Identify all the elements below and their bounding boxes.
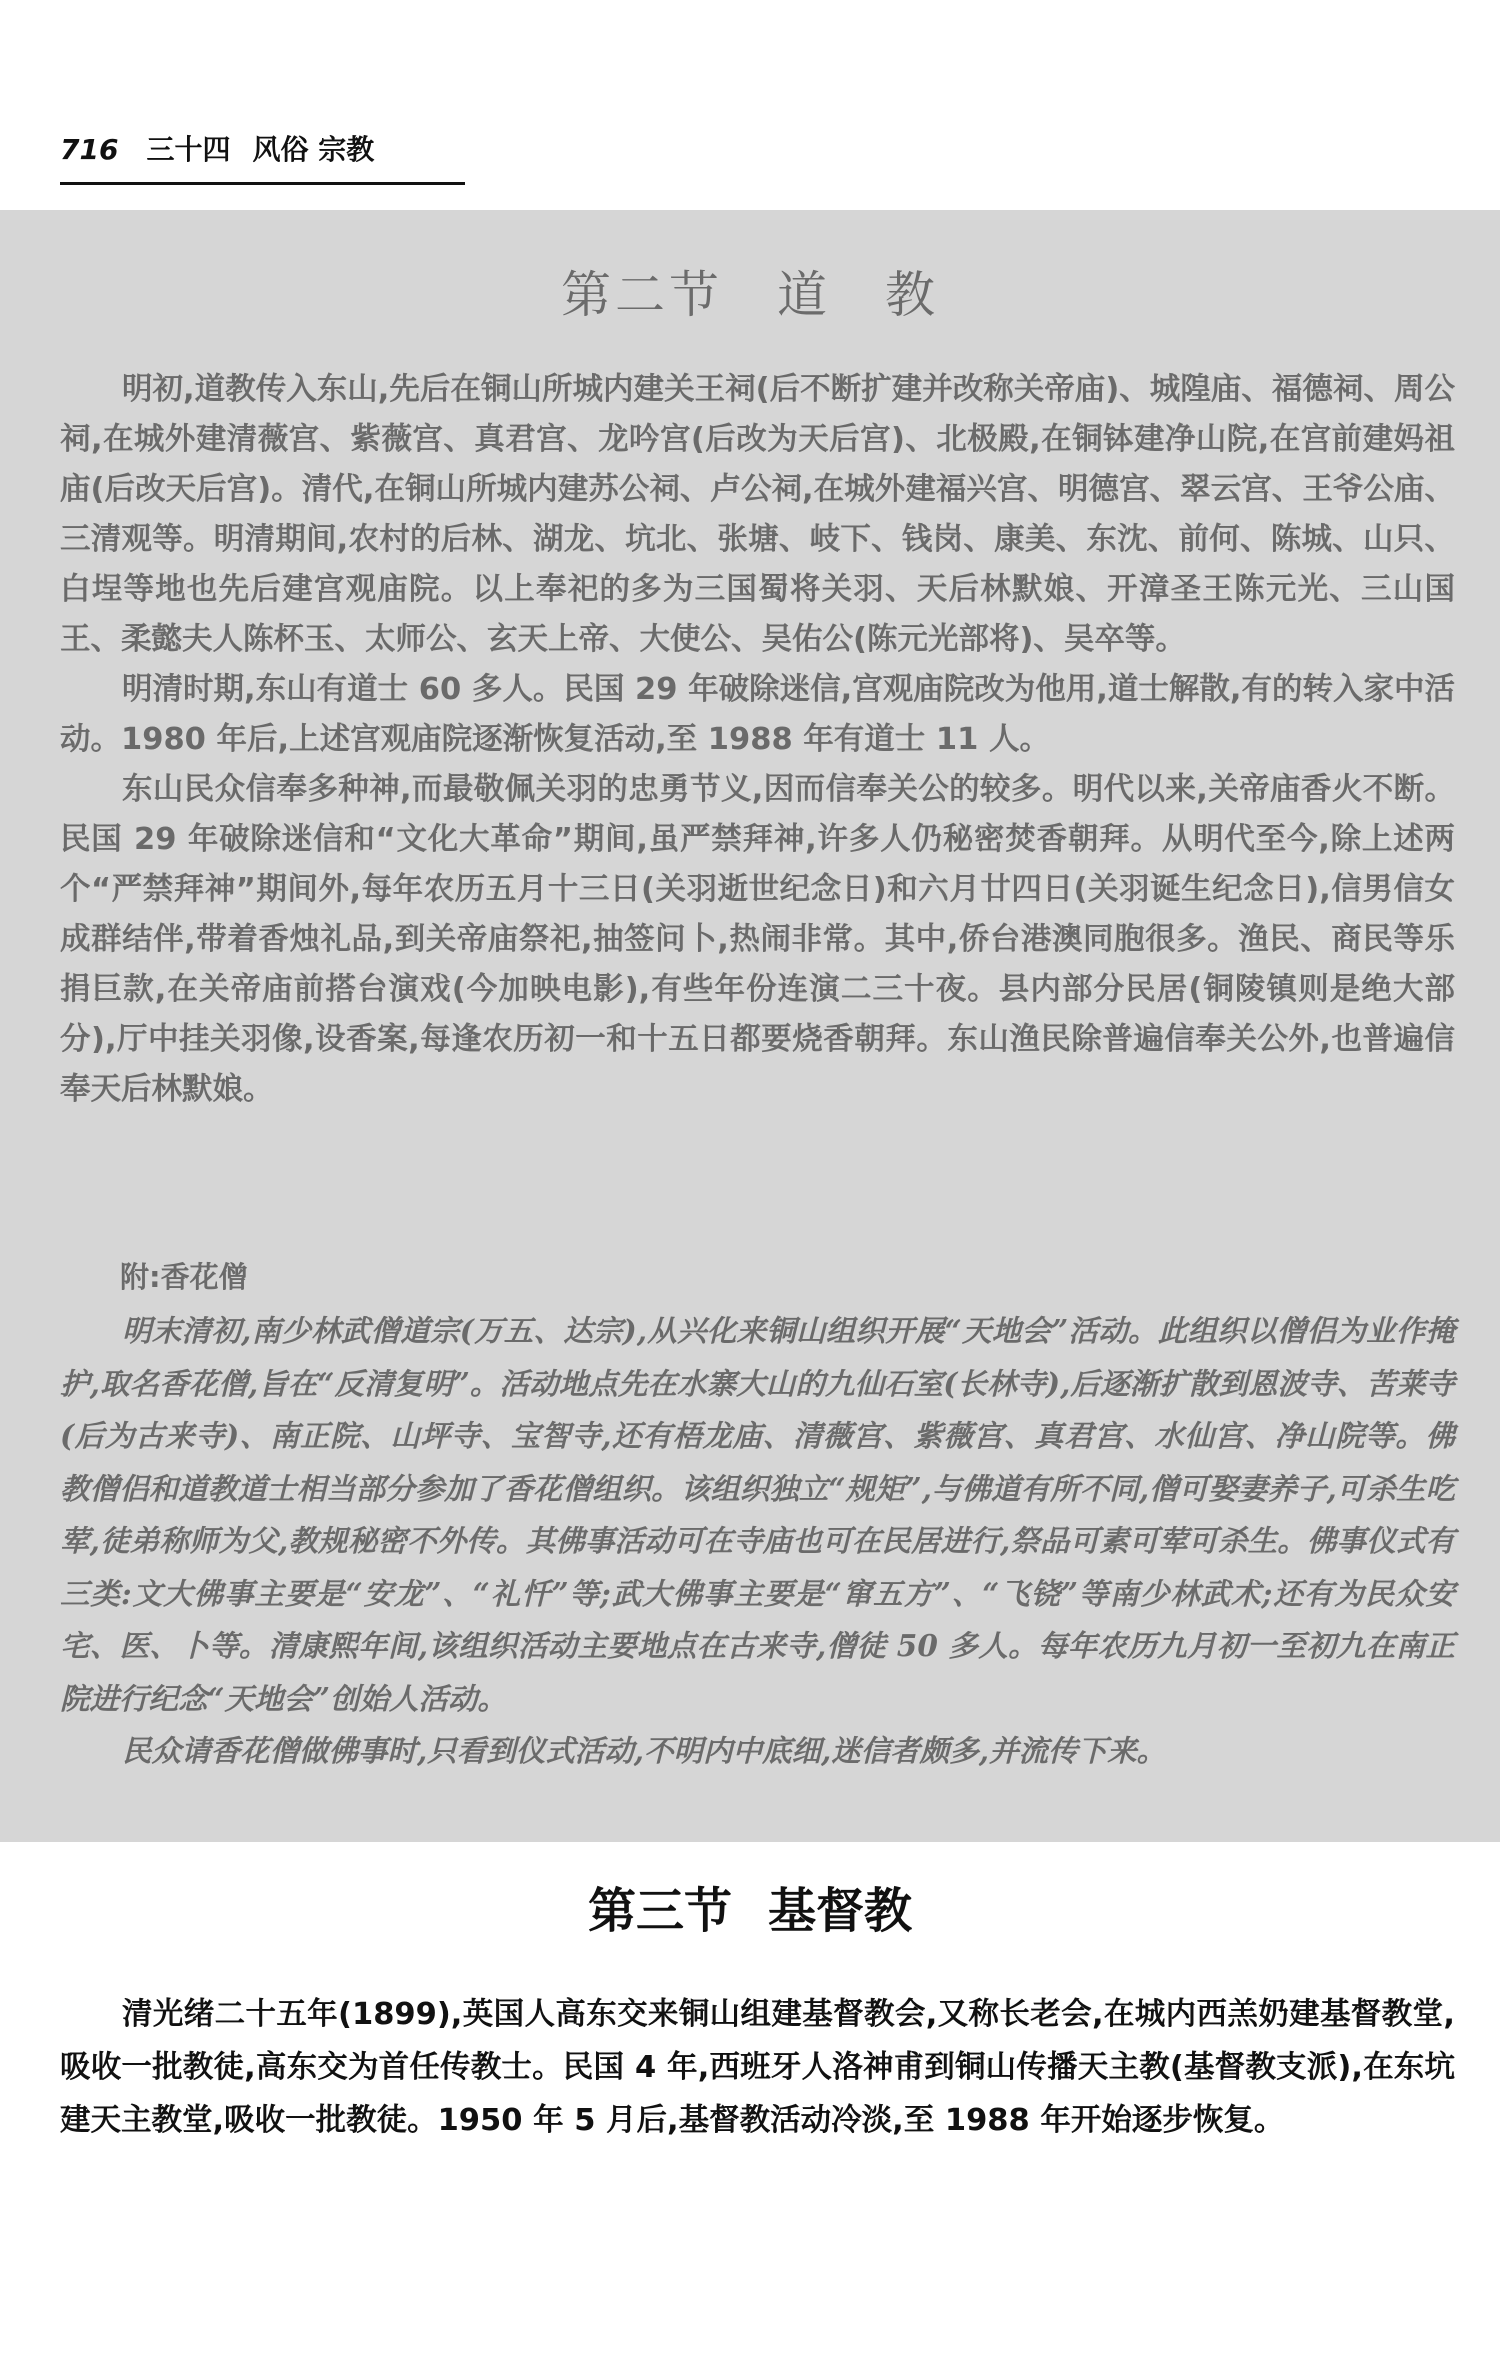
paragraph: 民众请香花僧做佛事时,只看到仪式活动,不明内中底细,迷信者颇多,并流传下来。 [122, 1733, 1167, 1768]
paragraph: 明初,道教传入东山,先后在铜山所城内建关王祠(后不断扩建并改称关帝庙)、城隍庙、福德祠、周公祠,在城外建清薇宫、紫薇宫、真君宫、龙吟宫(后改为天后宫)、北极殿,在铜钵建净山院,在宫前建妈祖庙(后改天后宫)。清代,在铜山所城内建苏公祠、卢公祠,在城外建福兴宫、明德宫、翠云宫、王爷公庙、三清观等。明清期间,农村的后林、湖龙、坑北、张塘、岐下、钱岗、康美、东沈、前何、陈城、山只、白埕等地也先后建宫观庙院。以上奉祀的多为三国蜀将关羽、天后林默娘、开漳圣王陈元光、三山国王、柔懿夫人陈杯玉、太师公、玄天上帝、大使公、吴佑公(陈元光部将)、吴卒等。 [60, 372, 1455, 657]
chapter-title: 风俗 宗教 [252, 133, 375, 166]
section-2-title: 第二节 道 教 [561, 266, 939, 324]
paragraph: 明末清初,南少林武僧道宗(万五、达宗),从兴化来铜山组织开展“天地会”活动。此组织以僧侣为业作掩护,取名香花僧,旨在“反清复明”。活动地点先在水寨大山的九仙石室(长林寺),后逐渐扩散到恩波寺、苦莱寺(后为古来寺)、南正院、山坪寺、宝智寺,还有梧龙庙、清薇宫、紫薇宫、真君宫、水仙宫、净山院等。佛教僧侣和道教道士相当部分参加了香花僧组织。该组织独立“规矩”,与佛道有所不同,僧可娶妻养子,可杀生吃荤,徒弟称师为父,教规秘密不外传。其佛事活动可在寺庙也可在民居进行,祭品可素可荤可杀生。佛事仪式有三类:文大佛事主要是“安龙”、“礼忏”等;武大佛事主要是“窜五方”、“飞铙”等南少林武术;还有为民众安宅、医、卜等。清康熙年间,该组织活动主要地点在古来寺,僧徒 50 多人。每年农历九月初一至初九在南正院进行纪念“天地会”创始人活动。 [60, 1313, 1455, 1716]
appendix-title: 附:香花僧 [120, 1260, 248, 1294]
chapter-number: 三十四 [146, 133, 231, 166]
page-number: 716 [60, 133, 119, 166]
section-2-body [60, 365, 1455, 1115]
paragraph: 清光绪二十五年(1899),英国人高东交来铜山组建基督教会,又称长老会,在城内西羔奶建基督教堂,吸收一批教徒,高东交为首任传教士。民国 4 年,西班牙人洛神甫到铜山传播天主教(基督教支派),在东坑建天主教堂,吸收一批教徒。1950 年 5 月后,基督教活动冷淡,至 1988 年开始逐步恢复。 [60, 1997, 1455, 2138]
paragraph: 东山民众信奉多种神,而最敬佩关羽的忠勇节义,因而信奉关公的较多。明代以来,关帝庙香火不断。民国 29 年破除迷信和“文化大革命”期间,虽严禁拜神,许多人仍秘密焚香朝拜。从明代至今,除上述两个“严禁拜神”期间外,每年农历五月十三日(关羽逝世纪念日)和六月廿四日(关羽诞生纪念日),信男信女成群结伴,带着香烛礼品,到关帝庙祭祀,抽签问卜,热闹非常。其中,侨台港澳同胞很多。渔民、商民等乐捐巨款,在关帝庙前搭台演戏(今加映电影),有些年份连演二三十夜。县内部分民居(铜陵镇则是绝大部分),厅中挂关羽像,设香案,每逢农历初一和十五日都要烧香朝拜。东山渔民除普遍信奉关公外,也普遍信奉天后林默娘。 [60, 772, 1455, 1107]
section-3-title-name: 基督教 [768, 1883, 913, 1939]
appendix-body [60, 1305, 1455, 1778]
section-3-title-number: 第三节 [587, 1883, 732, 1939]
section-3-body [60, 1988, 1455, 2147]
section-3-title [0, 1872, 1500, 1941]
running-header [60, 128, 465, 185]
paragraph: 明清时期,东山有道士 60 多人。民国 29 年破除迷信,宫观庙院改为他用,道士解散,有的转入家中活动。1980 年后,上述宫观庙院逐渐恢复活动,至 1988 年有道士 11 人。 [60, 672, 1455, 757]
